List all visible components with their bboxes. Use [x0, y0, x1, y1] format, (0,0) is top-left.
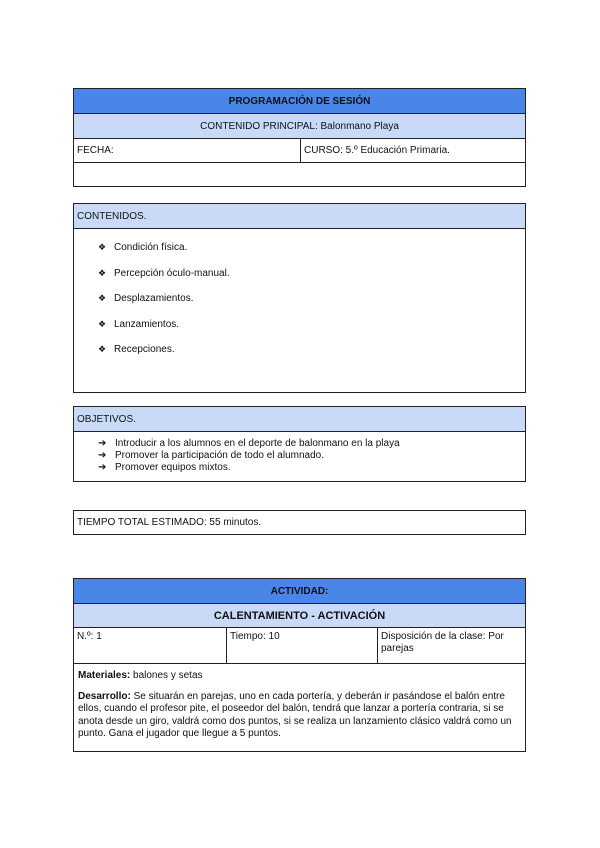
- list-item-text: Desplazamientos.: [114, 293, 194, 305]
- diamond-bullet-icon: ❖: [98, 242, 107, 253]
- development-text: Se situarán en parejas, uno en cada portería, y deberán ir pasándose el balón entre ellos, cuando el profesor pite, el poseedor del balón, tendrá que lanzar a portería contraria, si se anota desde un giro, valdrá como dos puntos, si se realiza un lanzamiento clásico valdrá como un punto. Gana el jugador que llegue a 5 puntos.: [78, 690, 512, 739]
- list-item-text: Promover equipos mixtos.: [115, 462, 231, 473]
- arrow-right-icon: ➔: [98, 462, 107, 473]
- diamond-bullet-icon: ❖: [98, 344, 107, 355]
- objectives-list: [74, 431, 525, 481]
- list-item: [98, 261, 525, 287]
- list-item-text: Recepciones.: [114, 344, 175, 356]
- meta-row: [74, 138, 525, 162]
- main-content-row: [74, 113, 525, 138]
- list-item: [98, 312, 525, 338]
- objectives-table: [73, 406, 526, 482]
- arrow-right-icon: ➔: [98, 450, 107, 461]
- activity-time-cell: [226, 628, 377, 663]
- list-item-text: Condición física.: [114, 242, 188, 254]
- activity-layout: Disposición de la clase: Por parejas: [381, 631, 504, 654]
- activity-layout-cell: [377, 628, 525, 663]
- list-item: [98, 286, 525, 312]
- activity-time: Tiempo: 10: [230, 631, 280, 642]
- activity-info-row: [74, 627, 525, 663]
- session-title: PROGRAMACIÓN DE SESIÓN: [228, 95, 371, 107]
- list-item: [98, 462, 525, 474]
- list-item: [98, 235, 525, 261]
- activity-table: [73, 578, 526, 752]
- main-content: CONTENIDO PRINCIPAL: Balonmano Playa: [200, 120, 399, 132]
- date-cell: [74, 139, 300, 162]
- list-item: [98, 438, 525, 450]
- materials-label: Materiales:: [78, 670, 131, 681]
- total-time-label: TIEMPO TOTAL ESTIMADO: 55 minutos.: [77, 517, 262, 528]
- development-label: Desarrollo:: [78, 690, 131, 702]
- session-header-table: [73, 88, 526, 187]
- list-item-text: Percepción óculo-manual.: [114, 267, 230, 279]
- activity-number-cell: [74, 628, 226, 663]
- list-item-text: Promover la participación de todo el alumnado.: [115, 450, 325, 461]
- contents-heading: CONTENIDOS.: [77, 210, 147, 222]
- arrow-right-icon: ➔: [98, 438, 107, 449]
- objectives-heading-row: [74, 407, 525, 431]
- diamond-bullet-icon: ❖: [98, 293, 107, 304]
- contents-heading-row: [74, 204, 525, 228]
- list-item: [98, 337, 525, 363]
- activity-subtitle-row: [74, 603, 525, 627]
- activity-details-row: [74, 663, 525, 751]
- session-title-row: [74, 89, 525, 113]
- list-item-text: Lanzamientos.: [114, 318, 180, 330]
- objectives-heading: OBJETIVOS.: [77, 413, 136, 425]
- empty-row: [74, 162, 525, 186]
- activity-number: N.º: 1: [77, 631, 102, 642]
- activity-title: ACTIVIDAD:: [270, 585, 329, 597]
- diamond-bullet-icon: ❖: [98, 318, 107, 329]
- development-paragraph: [78, 691, 521, 741]
- diamond-bullet-icon: ❖: [98, 267, 107, 278]
- materials-text: balones y setas: [130, 670, 203, 681]
- materials-paragraph: [78, 670, 521, 683]
- date-label: FECHA:: [77, 145, 114, 156]
- list-item: [98, 450, 525, 462]
- course-cell: [300, 139, 525, 162]
- course-label: CURSO: 5.º Educación Primaria.: [304, 145, 450, 156]
- total-time-box: [73, 510, 526, 535]
- list-item-text: Introducir a los alumnos en el deporte de balonmano en la playa: [115, 438, 400, 449]
- activity-subtitle: CALENTAMIENTO - ACTIVACIÓN: [213, 609, 386, 622]
- contents-list: [74, 228, 525, 392]
- activity-title-row: [74, 579, 525, 603]
- contents-table: [73, 203, 526, 393]
